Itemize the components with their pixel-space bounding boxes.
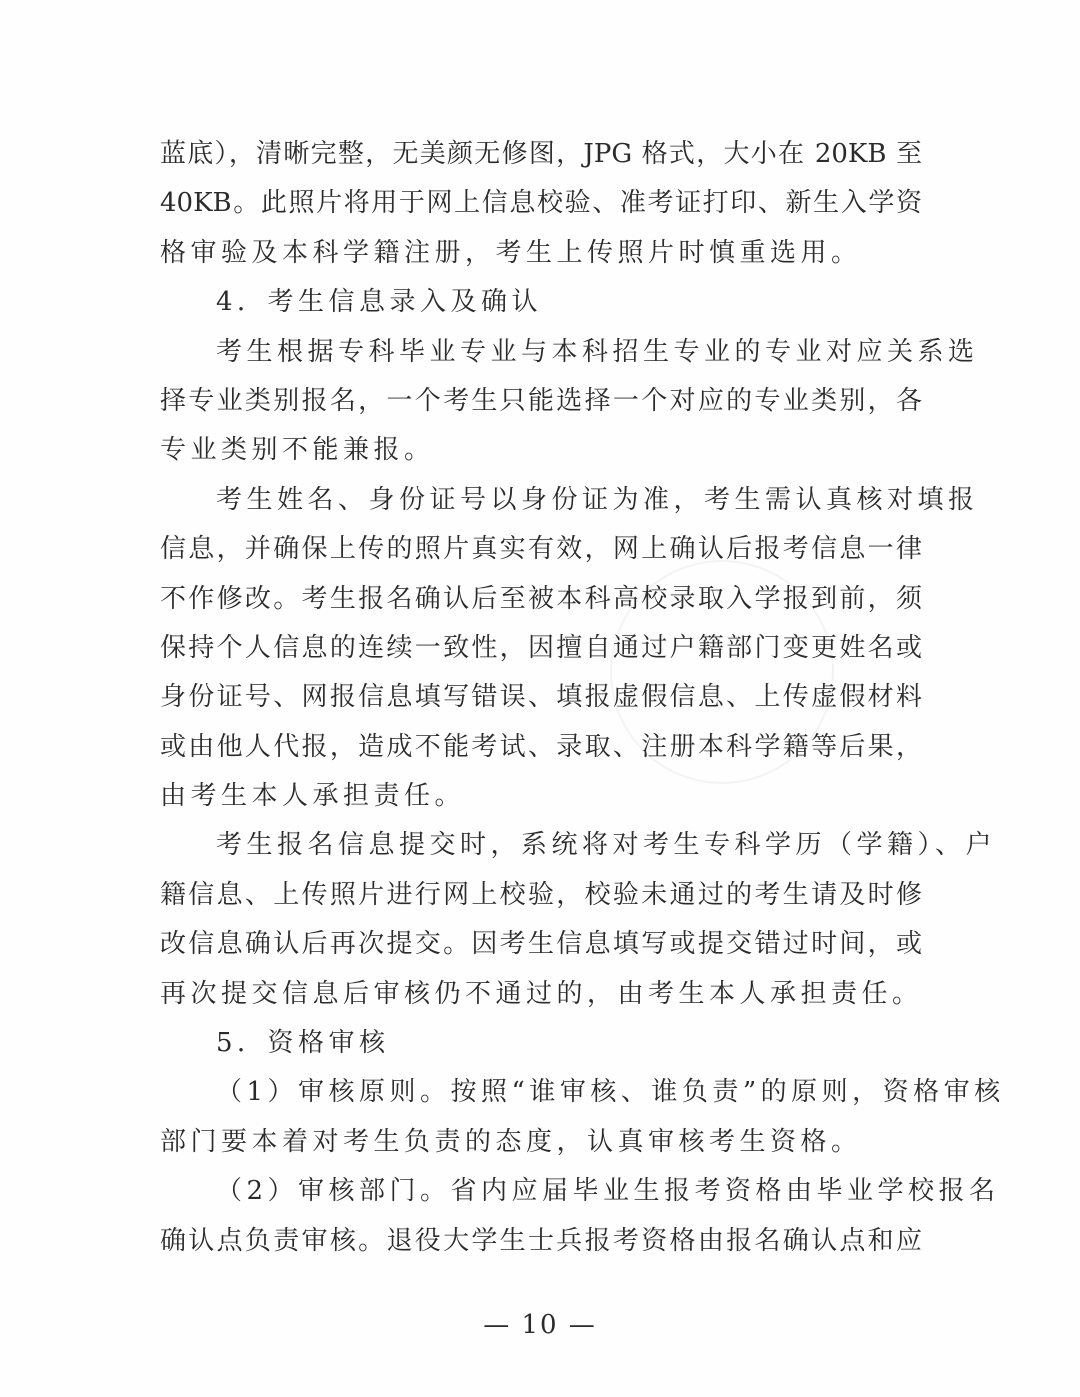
text-line: 再次提交信息后审核仍不通过的，由考生本人承担责任。 [160, 978, 923, 1009]
text-line: 考生姓名、身份证号以身份证为准，考生需认真核对填报 [216, 484, 979, 515]
document-body [160, 130, 1005, 1266]
section-heading: 5．资格审核 [216, 1028, 390, 1059]
text-line: 择专业类别报名，一个考生只能选择一个对应的专业类别，各 [160, 385, 922, 416]
text-line: 保持个人信息的连续一致性，因擅自通过户籍部门变更姓名或 [160, 632, 922, 663]
text-line: 信息，并确保上传的照片真实有效，网上确认后报考信息一律 [160, 534, 922, 565]
text-line: （2）审核部门。省内应届毕业生报考资格由毕业学校报名 [216, 1176, 1000, 1207]
text-line: 格审验及本科学籍注册，考生上传照片时慎重选用。 [160, 237, 862, 268]
text-line: 专业类别不能兼报。 [160, 435, 435, 466]
text-line: 身份证号、网报信息填写错误、填报虚假信息、上传虚假材料 [160, 682, 922, 713]
text-line: 由考生本人承担责任。 [160, 781, 466, 812]
text-line: 或由他人代报，造成不能考试、录取、注册本科学籍等后果， [160, 731, 922, 762]
text-line: 考生根据专科毕业专业与本科招生专业的专业对应关系选 [216, 336, 979, 367]
page-number: — 10 — [483, 1310, 597, 1340]
text-line: 确认点负责审核。退役大学生士兵报考资格由报名确认点和应 [160, 1225, 922, 1256]
text-line: 40KB。此照片将用于网上信息校验、准考证打印、新生入学资 [160, 188, 922, 219]
text-line: 部门要本着对考生负责的态度，认真审核考生资格。 [160, 1126, 862, 1157]
text-line: 考生报名信息提交时，系统将对考生专科学历（学籍）、户 [216, 830, 997, 861]
text-line: 蓝底），清晰完整，无美颜无修图，JPG 格式，大小在 20KB 至 [160, 139, 922, 169]
text-line: 不作修改。考生报名确认后至被本科高校录取入学报到前，须 [160, 583, 922, 614]
text-line: （1）审核原则。按照“谁审核、谁负责”的原则，资格审核 [216, 1077, 1005, 1108]
section-heading: 4．考生信息录入及确认 [216, 287, 543, 318]
text-line: 改信息确认后再次提交。因考生信息填写或提交错过时间，或 [160, 929, 922, 960]
text-line: 籍信息、上传照片进行网上校验，校验未通过的考生请及时修 [160, 879, 922, 910]
